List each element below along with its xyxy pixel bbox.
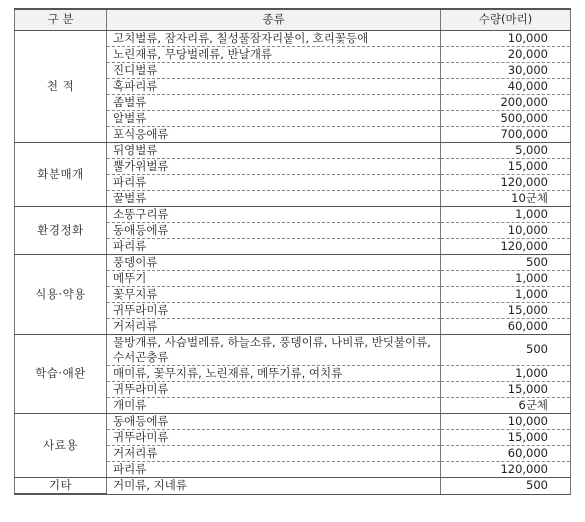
quantity-cell: 120,000 [441, 462, 571, 478]
quantity-cell: 120,000 [441, 239, 571, 255]
table-row [15, 31, 571, 47]
kind-cell: 동애등에류 [107, 223, 441, 239]
quantity-cell: 5,000 [441, 143, 571, 159]
quantity-cell: 20,000 [441, 47, 571, 63]
kind-cell: 꿀벌류 [107, 191, 441, 207]
kind-cell: 좀벌류 [107, 95, 441, 111]
category-cell: 기타 [15, 478, 107, 495]
quantity-cell: 30,000 [441, 63, 571, 79]
kind-cell: 포식응애류 [107, 127, 441, 143]
kind-cell: 동애등에류 [107, 414, 441, 430]
quantity-cell: 500,000 [441, 111, 571, 127]
quantity-cell: 1,000 [441, 207, 571, 223]
kind-cell: 소똥구리류 [107, 207, 441, 223]
kind-cell: 거저리류 [107, 319, 441, 335]
kind-cell: 진디벌류 [107, 63, 441, 79]
quantity-cell: 40,000 [441, 79, 571, 95]
kind-cell: 귀뚜라미류 [107, 303, 441, 319]
table-row [15, 207, 571, 223]
kind-cell: 매미류, 꽃무지류, 노린재류, 메뚜기류, 여치류 [107, 366, 441, 382]
kind-text: 물방개류, 사슴벌레류, 하늘소류, 풍뎅이류, 나비류, 반딧불이류, 수서곤충류 [113, 335, 431, 364]
kind-cell [107, 335, 441, 366]
quantity-cell: 10,000 [441, 223, 571, 239]
quantity-cell: 500 [441, 335, 571, 366]
kind-cell: 노린재류, 무당벌레류, 반날개류 [107, 47, 441, 63]
quantity-cell: 10,000 [441, 414, 571, 430]
quantity-cell: 15,000 [441, 382, 571, 398]
quantity-cell: 15,000 [441, 430, 571, 446]
kind-cell: 고치벌류, 잠자리류, 칠성풀잠자리붙이, 호리꽃등애 [107, 31, 441, 47]
kind-cell: 메뚜기 [107, 271, 441, 287]
quantity-cell: 10,000 [441, 31, 571, 47]
kind-cell: 귀뚜라미류 [107, 382, 441, 398]
header-kind: 종류 [107, 9, 441, 31]
quantity-cell: 700,000 [441, 127, 571, 143]
quantity-cell: 120,000 [441, 175, 571, 191]
category-cell: 학습·애완 [15, 335, 107, 414]
insect-quantity-table [14, 8, 571, 495]
quantity-cell: 60,000 [441, 319, 571, 335]
kind-cell: 꽃무지류 [107, 287, 441, 303]
table-row [15, 143, 571, 159]
quantity-cell: 500 [441, 478, 571, 495]
table-header-row [15, 9, 571, 31]
table-row [15, 478, 571, 495]
quantity-cell: 1,000 [441, 287, 571, 303]
kind-cell: 거미류, 지네류 [107, 478, 441, 495]
table-row [15, 414, 571, 430]
kind-cell: 혹파리류 [107, 79, 441, 95]
kind-cell: 뒤영벌류 [107, 143, 441, 159]
kind-cell: 귀뚜라미류 [107, 430, 441, 446]
quantity-cell: 6군체 [441, 398, 571, 414]
quantity-cell: 60,000 [441, 446, 571, 462]
quantity-cell: 1,000 [441, 271, 571, 287]
quantity-cell: 200,000 [441, 95, 571, 111]
category-cell: 화분매개 [15, 143, 107, 207]
kind-cell: 풍뎅이류 [107, 255, 441, 271]
kind-cell: 개미류 [107, 398, 441, 414]
kind-cell: 파리류 [107, 175, 441, 191]
quantity-cell: 15,000 [441, 303, 571, 319]
kind-cell: 파리류 [107, 239, 441, 255]
header-quantity: 수량(마리) [441, 9, 571, 31]
quantity-cell: 500 [441, 255, 571, 271]
kind-cell: 알벌류 [107, 111, 441, 127]
table-body [15, 31, 571, 495]
header-category: 구 분 [15, 9, 107, 31]
kind-cell: 파리류 [107, 462, 441, 478]
kind-cell: 뿔가위벌류 [107, 159, 441, 175]
table-row [15, 335, 571, 366]
quantity-cell: 1,000 [441, 366, 571, 382]
table-row [15, 255, 571, 271]
category-cell: 사료용 [15, 414, 107, 478]
quantity-cell: 15,000 [441, 159, 571, 175]
quantity-cell: 10군체 [441, 191, 571, 207]
kind-cell: 거저리류 [107, 446, 441, 462]
category-cell: 천 적 [15, 31, 107, 143]
category-cell: 환경정화 [15, 207, 107, 255]
category-cell: 식용·약용 [15, 255, 107, 335]
